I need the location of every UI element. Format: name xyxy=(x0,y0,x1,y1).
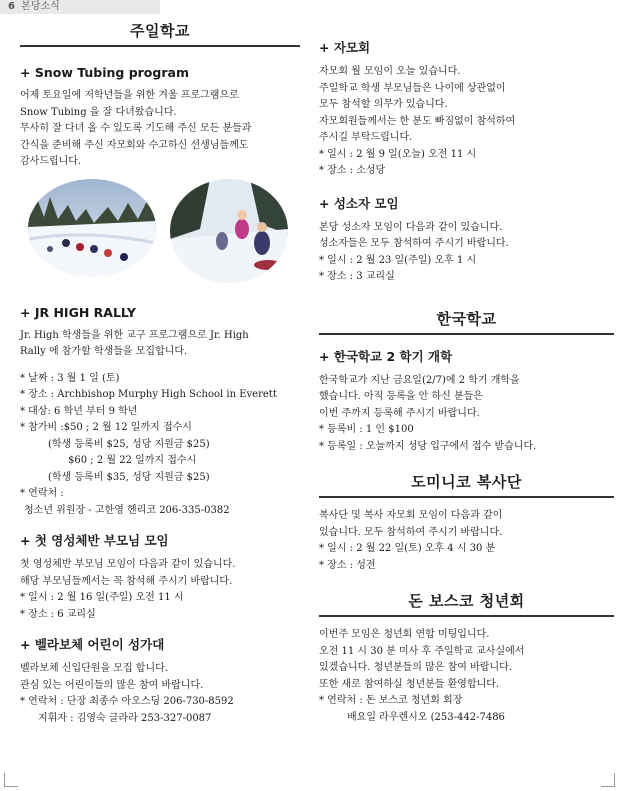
contact-line: * 연락처 : 돈 보스코 청년회 회장 xyxy=(319,695,463,706)
text-line: Rally 에 참가할 학생들을 모집합니다. xyxy=(20,346,188,357)
detail-line: * 대상: 6 학년 부터 9 학년 xyxy=(20,405,138,417)
korean-school-heading: + 한국학교 2 학기 개학 xyxy=(319,348,453,364)
fee-detail: (학생 등록비 $35, 성당 지원금 $25) xyxy=(48,471,210,483)
fee-detail: (학생 등록비 $25, 성당 지원금 $25) xyxy=(48,438,210,450)
first-communion-heading: + 첫 영성체반 부모님 모임 xyxy=(20,533,169,548)
text-line: 성소자들은 모두 참석하여 주시기 바랍니다. xyxy=(319,238,509,249)
children-choir-heading: + 벨라보체 어린이 성가대 xyxy=(20,637,165,652)
detail-line: * 일시 : 2 월 9 일(오늘) 오전 11 시 xyxy=(319,148,477,160)
detail-line: * 장소 : Archbishop Murphy High School in Everett xyxy=(20,389,277,400)
contact-label: * 연락처 : xyxy=(20,488,64,499)
text-line: 한국학교가 지난 금요일(2/7)에 2 학기 개학을 xyxy=(319,374,520,386)
detail-line: * 일시 : 2 월 22 일(토) 오후 4 시 30 분 xyxy=(319,543,496,554)
section-name: 본당소식 xyxy=(21,1,60,12)
detail-line: * 등록일 : 오늘까지 성당 입구에서 접수 받습니다. xyxy=(319,440,537,452)
fee-detail: $60 ; 2 월 22 일까지 접수시 xyxy=(68,455,197,466)
text-line: 주시길 부탁드립니다. xyxy=(319,132,413,143)
text-line: 이번 주까지 등록해 주시기 바랍니다. xyxy=(319,407,480,419)
altar-servers-title: 도미니코 복사단 xyxy=(319,465,614,498)
snow-tubing-photo-1 xyxy=(28,179,156,277)
text-line: 첫 영성체반 부모님 모임이 다음과 같이 있습니다. xyxy=(20,559,236,570)
detail-line: * 장소 : 소성당 xyxy=(319,165,386,176)
jr-high-rally-heading: + JR HIGH RALLY xyxy=(20,304,136,320)
children-choir-text xyxy=(20,661,300,727)
text-line: 자모회원들께서는 한 분도 빠짐없이 참석하여 xyxy=(319,115,516,127)
vocation-group-text xyxy=(319,220,614,286)
youth-group-title: 돈 보스코 청년회 xyxy=(319,584,614,617)
text-line: 감사드립니다. xyxy=(20,156,82,167)
right-column xyxy=(319,14,614,726)
youth-group-text xyxy=(319,627,614,726)
altar-servers-text xyxy=(319,508,614,574)
page-number: 6 xyxy=(8,1,15,12)
text-line: 관심 있는 어린이들의 많은 참여 바랍니다. xyxy=(20,679,204,691)
detail-line: * 일시 : 2 월 23 일(주일) 오후 1 시 xyxy=(319,254,477,266)
text-line: 복사단 및 복사 자모회 모임이 다음과 같이 xyxy=(319,510,503,521)
first-communion-text xyxy=(20,557,300,623)
jr-high-rally-text xyxy=(20,328,300,520)
text-line: 해당 부모님들께서는 꼭 참석해 주시기 바랍니다. xyxy=(20,575,233,587)
page-header xyxy=(0,0,160,14)
detail-line: * 일시 : 2 월 16 일(주일) 오전 11 시 xyxy=(20,592,184,603)
detail-line: * 등록비 : 1 인 $100 xyxy=(319,424,414,435)
text-line: 오전 11 시 30 분 미사 후 주일학교 교사실에서 xyxy=(319,645,525,657)
korean-school-title: 한국학교 xyxy=(319,302,614,335)
left-column xyxy=(20,14,300,727)
text-line: 간식을 준비해 주신 자모회와 수고하신 선생님들께도 xyxy=(20,139,249,151)
detail-line: * 날짜 : 3 월 1 일 (토) xyxy=(20,372,120,384)
text-line: 어제 토요일에 저학년들을 위한 겨울 프로그램으로 xyxy=(20,90,239,101)
snow-tubing-photo-2 xyxy=(170,179,288,283)
director-line: 지휘자 : 김영숙 글라라 253-327-0087 xyxy=(38,712,212,724)
crop-mark-right xyxy=(601,773,615,787)
text-line: 자모회 월 모임이 오늘 있습니다. xyxy=(319,66,461,77)
text-line: 무사히 잘 다녀 올 수 있도록 기도해 주신 모든 분들과 xyxy=(20,123,252,134)
text-line: Jr. High 학생들을 위한 교구 프로그램으로 Jr. High xyxy=(20,329,249,341)
detail-line: * 장소 : 성전 xyxy=(319,559,376,571)
crop-mark-left xyxy=(4,773,18,787)
vocation-group-heading: + 성소자 모임 xyxy=(319,195,399,211)
text-line: 있습니다. 모두 참석하여 주시기 바랍니다. xyxy=(319,526,503,538)
text-line: 모두 참석할 의무가 있습니다. xyxy=(319,99,448,110)
korean-school-text xyxy=(319,373,614,456)
snow-tubing-text xyxy=(20,88,300,171)
snow-tubing-photos xyxy=(20,179,300,287)
detail-line: * 참가비 :$50 ; 2 월 12 일까지 접수시 xyxy=(20,422,192,433)
text-line: 주일학교 학생 부모님들은 나이에 상관없이 xyxy=(319,82,506,94)
contact-line: * 연락처 : 단장 최종수 아오스딩 206-730-8592 xyxy=(20,696,234,707)
text-line: 또한 새로 참여하실 청년분들 환영합니다. xyxy=(319,678,500,690)
mothers-club-text xyxy=(319,64,614,180)
text-line: 벨라보체 신입단원을 모집 합니다. xyxy=(20,663,168,674)
text-line: 있겠습니다. 청년분들의 많은 참여 바랍니다. xyxy=(319,662,512,673)
contact-line: 배요일 라우렌시오 (253-442-7486 xyxy=(347,711,505,723)
contact-line: 청소년 위원장 - 고한영 헨리코 206-335-0382 xyxy=(24,504,230,516)
detail-line: * 장소 : 6 교리실 xyxy=(20,608,96,620)
text-line: 이번주 모임은 청년회 연합 미팅입니다. xyxy=(319,629,490,640)
mothers-club-heading: + 자모회 xyxy=(319,40,371,55)
text-line: 본당 성소자 모임이 다음과 같이 있습니다. xyxy=(319,221,503,233)
snow-tubing-heading: + Snow Tubing program xyxy=(20,65,189,80)
sunday-school-title: 주일학교 xyxy=(20,14,300,47)
detail-line: * 장소 : 3 교리실 xyxy=(319,271,395,282)
text-line: 했습니다. 아직 등록을 안 하신 분들은 xyxy=(319,391,483,402)
text-line: Snow Tubing 을 잘 다녀왔습니다. xyxy=(20,106,177,118)
